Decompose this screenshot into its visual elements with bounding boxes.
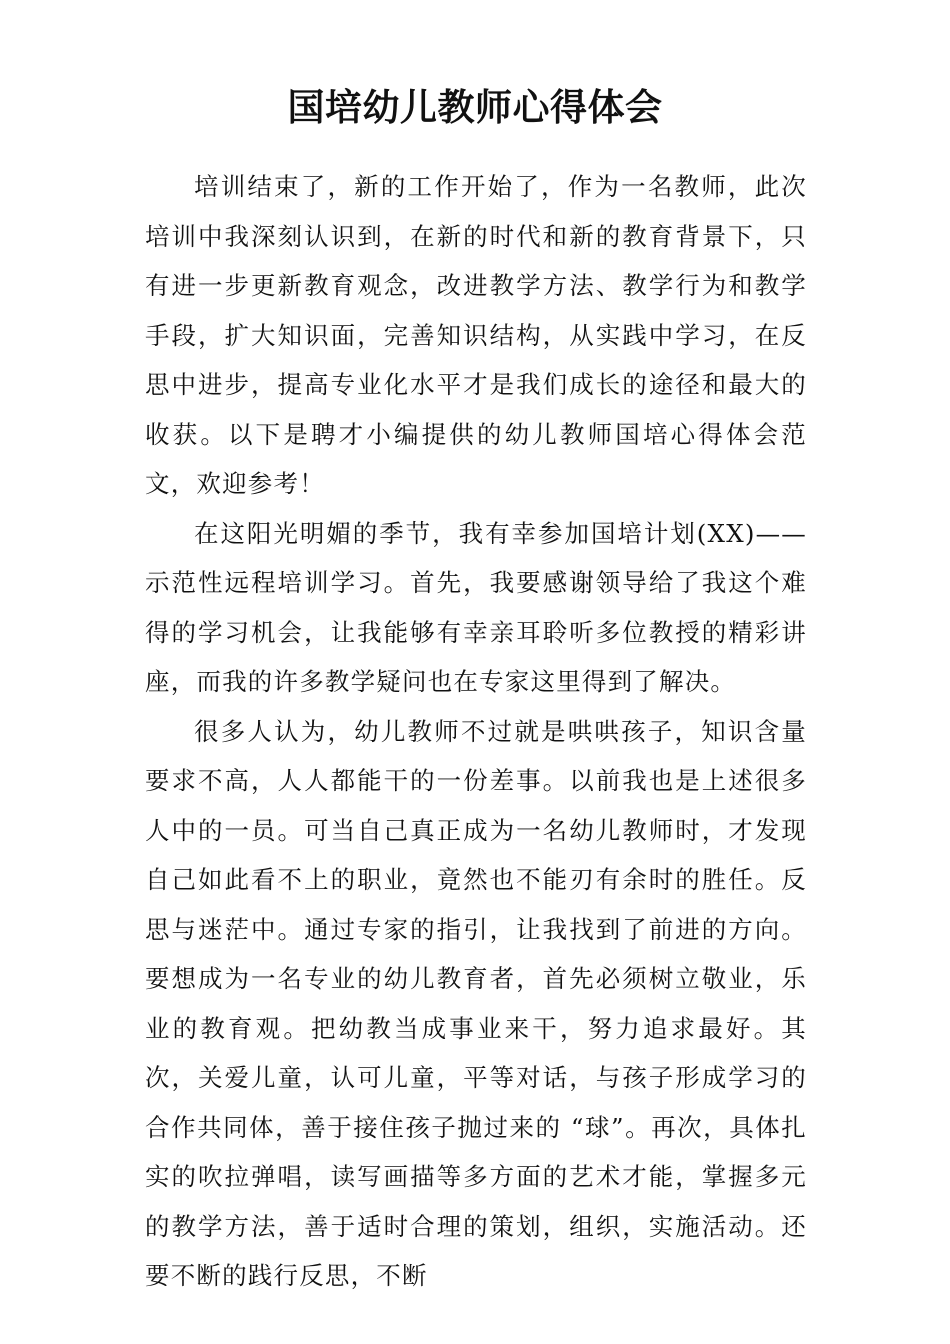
document-title: 国培幼儿教师心得体会: [287, 86, 663, 129]
paragraph: 很多人认为，幼儿教师不过就是哄哄孩子，知识含量要求不高，人人都能干的一份差事。以前我也是上述很多人中的一员。可当自己真正成为一名幼儿教师时，才发现自己如此看不上的职业，竟然也不能刃有余时的胜任。反思与迷茫中。通过专家的指引，让我找到了前进的方向。要想成为一名专业的幼儿教育者，首先必须树立敬业，乐业的教育观。把幼教当成事业来干，努力追求最好。其次，关爱儿童，认可儿童，平等对话，与孩子形成学习的合作共同体，善于接住孩子抛过来的 “球”。再次，具体扎实的吹拉弹唱，读写画描等多方面的艺术才能，掌握多元的教学方法，善于适时合理的策划，组织，实施活动。还要不断的践行反思，不断: [145, 716, 807, 1290]
document-body: [145, 162, 807, 1301]
paragraph: 培训结束了，新的工作开始了，作为一名教师，此次培训中我深刻认识到，在新的时代和新的教育背景下，只有进一步更新教育观念，改进教学方法、教学行为和教学手段，扩大知识面，完善知识结构，从实践中学习，在反思中进步，提高专业化水平才是我们成长的途径和最大的收获。以下是聘才小编提供的幼儿教师国培心得体会范文，欢迎参考！: [145, 172, 807, 498]
paragraph: 在这阳光明媚的季节，我有幸参加国培计划(XX)——示范性远程培训学习。首先，我要感谢领导给了我这个难得的学习机会，让我能够有幸亲耳聆听多位教授的精彩讲座，而我的许多教学疑问也在专家这里得到了解决。: [145, 518, 807, 696]
